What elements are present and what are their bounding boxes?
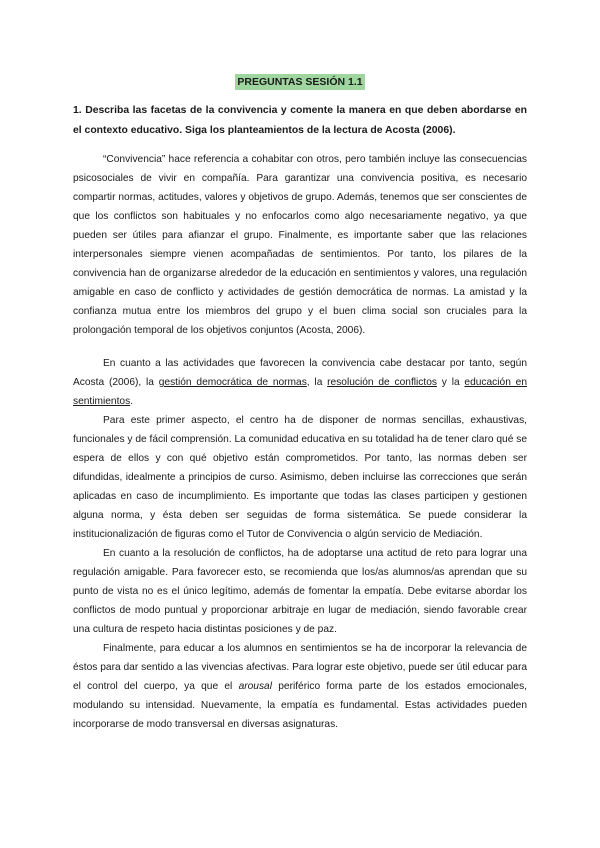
link-gestion-democratica[interactable]: gestión democrática de normas [158,377,307,388]
paragraph-sentimientos-after: periférico forma parte de los estados emocionales, modulando su intensidad. Nuevamente, la empatía es fundamental. Estas actividades pueden incorporarse de modo transversal en diversas asignaturas. [73,681,527,730]
paragraph-actividades-end: . [130,396,134,407]
paragraph-actividades-lead: En cuanto a las actividades que favorecen la convivencia cabe destacar por tanto, según Acosta (2006), la [73,358,527,388]
paragraph-actividades [73,354,527,411]
paragraph-convivencia: “Convivencia” hace referencia a cohabitar con otros, pero también incluye las consecuencias psicosociales de vivir en compañía. Para garantizar una convivencia positiva, es necesario compartir normas, actitudes, valores y objetivos de grupo. Además, tenemos que ser conscientes de que los conflictos son habituales y no enfocarlos como algo necesariamente negativo, ya que pueden ser útiles para afianzar el grupo. Finalmente, es importante saber que las relaciones interpersonales siempre vienen acompañadas de sentimientos. Por tanto, los pilares de la convivencia han de organizarse alrededor de la educación en sentimientos y valores, una regulación amigable en caso de conflicto y actividades de gestión democrática de normas. La amistad y la confianza mutua entre los miembros del grupo y el buen clima social son cruciales para la prolongación temporal de los objetivos conjuntos (Acosta, 2006). [73,154,527,336]
link-resolucion-conflictos[interactable]: resolución de conflictos [327,377,437,388]
term-arousal: arousal [238,681,272,692]
paragraph-conflictos: En cuanto a la resolución de conflictos, ha de adoptarse una actitud de reto para lograr una regulación amigable. Para favorecer esto, se recomienda que los/as alumnos/as aprendan que su punto de vista no es el único legítimo, además de fomentar la empatía. Debe evitarse abordar los conflictos de modo puntual y proporcionar arbitraje en lugar de mediación, siendo favorable crear una cultura de respeto hacia distintas posiciones y de paz. [73,548,527,635]
page-title: PREGUNTAS SESIÓN 1.1 [237,76,363,88]
paragraph-actividades-sep2: y la [437,377,465,388]
paragraph-sentimientos-before: Finalmente, para educar a los alumnos en sentimientos se ha de incorporar la relevancia de éstos para dar sentido a las vivencias afectivas. Para lograr este objetivo, puede ser útil educar para el control del cuerpo, ya que el [73,643,527,692]
paragraph-normas: Para este primer aspecto, el centro ha de disponer de normas sencillas, exhaustivas, funcionales y de fácil comprensión. La comunidad educativa en su totalidad ha de tener claro qué se espera de ellos y con qué objetivo están comprometidos. Por tanto, las normas deben ser difundidas, idealmente a principios de curso. Asimismo, deben incluirse las correcciones que serán aplicadas en caso de incumplimiento. Es importante que todas las clases participen y gestionen alguna norma, y ésta deben ser seguidas de forma sistemática. Se puede considerar la institucionalización de figuras como el Tutor de Convivencia o algún servicio de Mediación. [73,415,527,540]
paragraph-sentimientos [73,639,527,734]
paragraph-actividades-sep1: , la [306,377,328,388]
answer-body [73,150,527,734]
question-heading: 1. Describa las facetas de la convivencia y comente la manera en que deben abordarse en el contexto educativo. Siga los planteamientos de la lectura de Acosta (2006). [73,105,527,136]
link-educacion-sentimientos[interactable]: educación en sentimientos [73,377,527,407]
title-wrapper [73,72,527,90]
